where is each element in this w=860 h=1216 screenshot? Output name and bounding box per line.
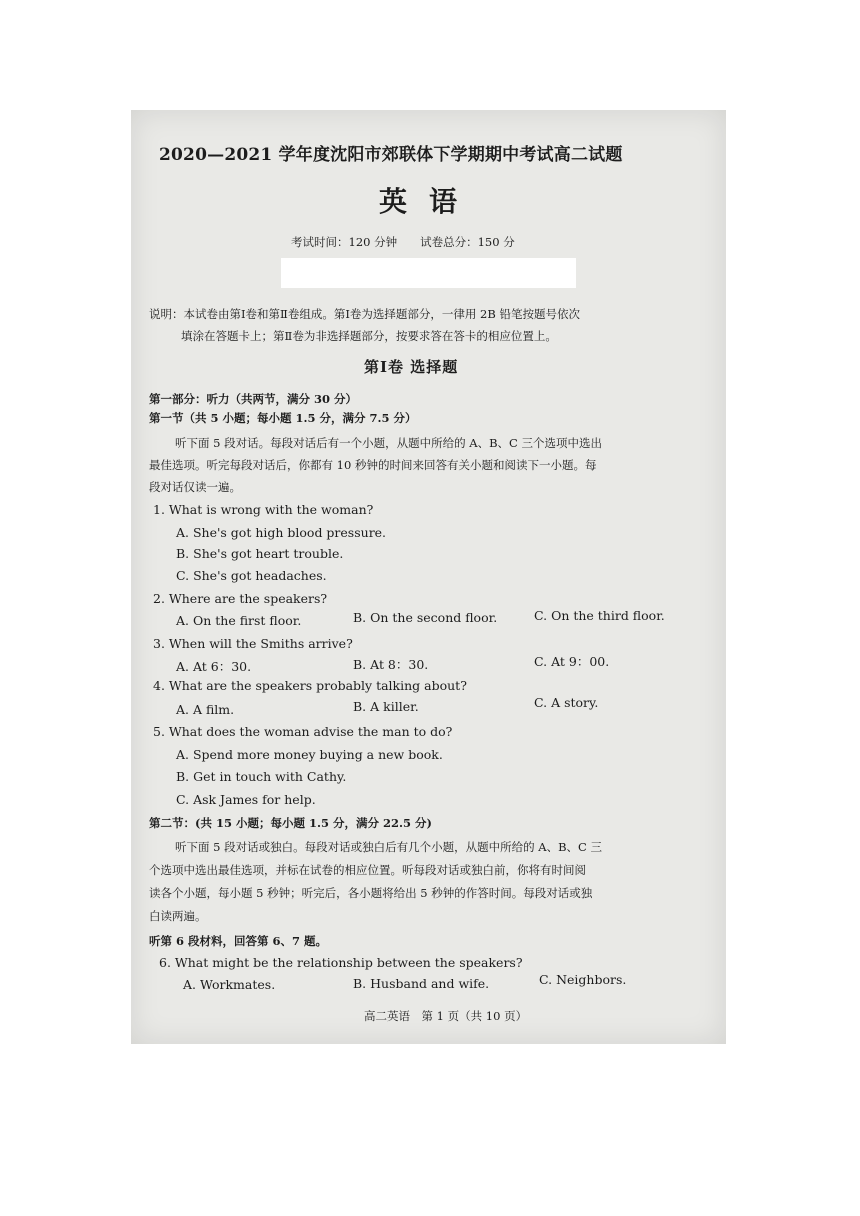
question-6-option-b: B. Husband and wife. — [353, 976, 490, 991]
part2-material-note: 听第 6 段材料，回答第 6、7 题。 — [149, 934, 328, 948]
section-title: 第Ⅰ卷 选择题 — [364, 358, 459, 376]
question-5-stem: 5. What does the woman advise the man to do? — [153, 724, 453, 739]
question-1-stem: 1. What is wrong with the woman? — [153, 502, 374, 517]
part2-directions-1: 听下面 5 段对话或独白。每段对话或独白后有几个小题，从题中所给的 A、B、C 三 — [175, 840, 602, 854]
part2-directions-2: 个选项中选出最佳选项，并标在试卷的相应位置。听每段对话或独白前，你将有时间阅 — [149, 863, 586, 877]
question-4-option-a: A. A film. — [176, 702, 235, 717]
part2-directions-3: 读各个小题，每小题 5 秒钟；听完后，各小题将给出 5 秒钟的作答时间。每段对话或独 — [149, 886, 593, 900]
question-1-option-a: A. She's got high blood pressure. — [176, 525, 387, 540]
part1-sub-heading: 第一节（共 5 小题；每小题 1.5 分，满分 7.5 分） — [149, 411, 417, 425]
page-footer: 高二英语 第 1 页（共 10 页） — [364, 1009, 528, 1023]
instructions-line-2: 填涂在答题卡上；第Ⅱ卷为非选择题部分，按要求答在答卡的相应位置上。 — [181, 329, 557, 343]
question-2-option-b: B. On the second floor. — [353, 610, 498, 625]
question-3-stem: 3. When will the Smiths arrive? — [153, 636, 353, 651]
question-2-option-c: C. On the third floor. — [534, 608, 665, 623]
question-5-option-c: C. Ask James for help. — [176, 792, 316, 807]
question-3-option-b: B. At 8：30. — [353, 657, 429, 672]
question-3-option-c: C. At 9：00. — [534, 654, 610, 669]
part2-heading: 第二节：(共 15 小题；每小题 1.5 分，满分 22.5 分) — [149, 816, 432, 830]
part2-directions-4: 白读两遍。 — [149, 909, 207, 923]
question-2-option-a: A. On the first floor. — [176, 613, 302, 628]
question-3-option-a: A. At 6：30. — [176, 659, 252, 674]
redaction-block — [281, 258, 576, 288]
question-6-stem: 6. What might be the relationship between the speakers? — [159, 955, 523, 970]
question-5-option-b: B. Get in touch with Cathy. — [176, 769, 347, 784]
question-2-stem: 2. Where are the speakers? — [153, 591, 328, 606]
question-1-option-b: B. She's got heart trouble. — [176, 546, 344, 561]
question-5-option-a: A. Spend more money buying a new book. — [176, 747, 443, 762]
part1-directions-1: 听下面 5 段对话。每段对话后有一个小题，从题中所给的 A、B、C 三个选项中选出 — [175, 436, 602, 450]
question-6-option-c: C. Neighbors. — [539, 972, 627, 987]
question-1-option-c: C. She's got headaches. — [176, 568, 327, 583]
part1-directions-3: 段对话仅读一遍。 — [149, 480, 241, 494]
question-6-option-a: A. Workmates. — [183, 977, 276, 992]
question-4-option-b: B. A killer. — [353, 699, 419, 714]
exam-paper — [131, 110, 726, 1044]
exam-info: 考试时间：120 分钟 试卷总分：150 分 — [291, 235, 515, 249]
question-4-stem: 4. What are the speakers probably talking about? — [153, 678, 467, 693]
exam-title: 2020—2021 学年度沈阳市郊联体下学期期中考试高二试题 — [159, 145, 623, 165]
part1-directions-2: 最佳选项。听完每段对话后，你都有 10 秒钟的时间来回答有关小题和阅读下一小题。每 — [149, 458, 597, 472]
question-4-option-c: C. A story. — [534, 695, 599, 710]
part1-heading: 第一部分：听力（共两节，满分 30 分） — [149, 392, 358, 406]
subject-title: 英语 — [379, 185, 480, 218]
instructions-line-1: 说明：本试卷由第Ⅰ卷和第Ⅱ卷组成。第Ⅰ卷为选择题部分，一律用 2B 铅笔按题号依次 — [149, 307, 580, 321]
